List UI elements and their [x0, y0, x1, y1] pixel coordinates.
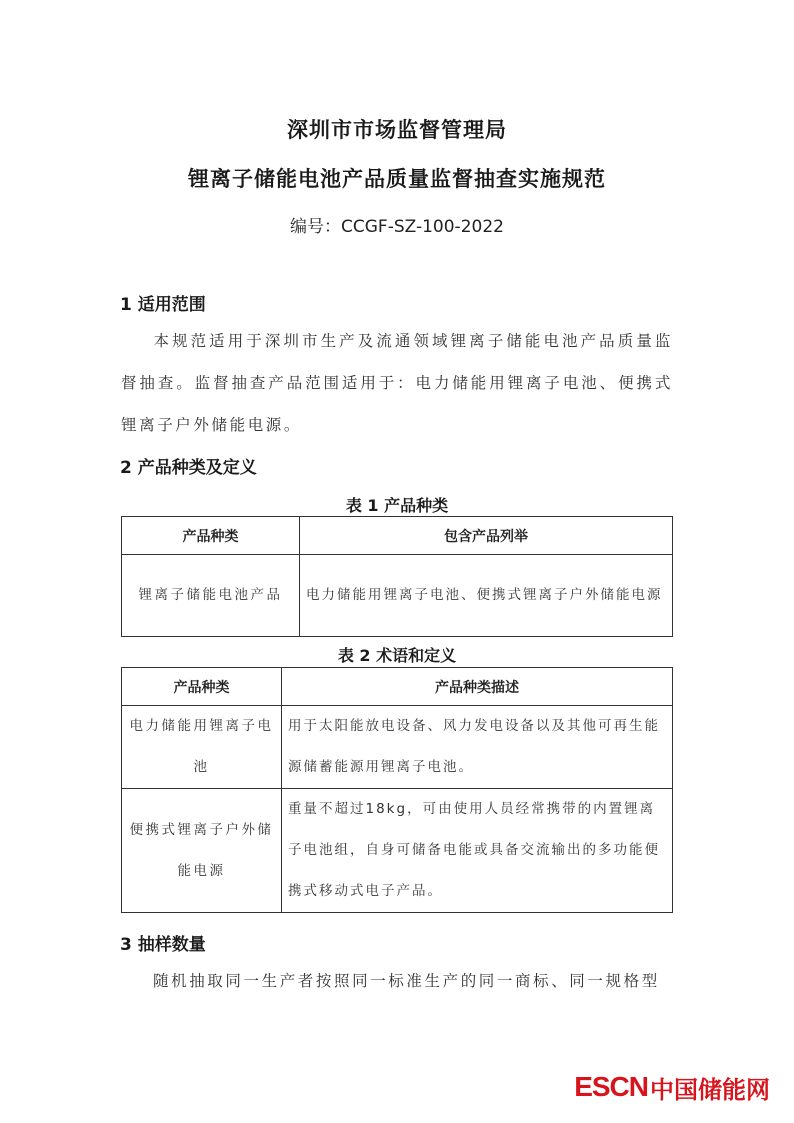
table-2-category-cell: 便携式锂离子户外储能电源 — [122, 789, 282, 913]
document-title: 锂离子储能电池产品质量监督抽查实施规范 — [188, 167, 606, 191]
document-number: 编号：CCGF-SZ-100-2022 — [290, 217, 504, 237]
table-1 — [121, 516, 673, 637]
table-1-items-cell: 电力储能用锂离子电池、便携式锂离子户外储能电源 — [300, 555, 673, 637]
table-2-category-cell: 电力储能用锂离子电池 — [122, 706, 282, 789]
table-row — [122, 706, 673, 789]
table-2 — [121, 667, 673, 913]
section-2-heading: 2 产品种类及定义 — [120, 458, 257, 478]
table-1-header-items: 包含产品列举 — [300, 517, 673, 555]
section-3-text: 随机抽取同一生产者按照同一标准生产的同一商标、同一规格型 — [153, 972, 660, 990]
escn-watermark-logo — [574, 1072, 770, 1102]
section-3-heading: 3 抽样数量 — [120, 935, 206, 955]
table-2-header-category: 产品种类 — [122, 668, 282, 706]
logo-chinese-text: 中国储能网 — [650, 1075, 770, 1104]
table-2-header-row — [122, 668, 673, 706]
logo-latin-text: ESCN — [574, 1071, 648, 1102]
table-1-header-category: 产品种类 — [122, 517, 300, 555]
table-1-header-row — [122, 517, 673, 555]
table-2-header-description: 产品种类描述 — [282, 668, 673, 706]
section-1-heading: 1 适用范围 — [120, 295, 206, 315]
section-1-body — [121, 320, 673, 446]
section-1-text: 本规范适用于深圳市生产及流通领域锂离子储能电池产品质量监督抽查。监督抽查产品范围适用于：电力储能用锂离子电池、便携式锂离子户外储能电源。 — [121, 332, 673, 434]
section-3-body — [121, 960, 673, 1002]
table-2-description-cell: 用于太阳能放电设备、风力发电设备以及其他可再生能源储蓄能源用锂离子电池。 — [282, 706, 673, 789]
table-1-category-cell: 锂离子储能电池产品 — [122, 555, 300, 637]
table-2-description-cell: 重量不超过18kg，可由使用人员经常携带的内置锂离子电池组，自身可储备电能或具备交流输出的多功能便携式移动式电子产品。 — [282, 789, 673, 913]
table-row — [122, 555, 673, 637]
table-row — [122, 789, 673, 913]
table-1-caption: 表 1 产品种类 — [345, 496, 449, 515]
table-2-caption: 表 2 术语和定义 — [337, 646, 457, 665]
agency-title: 深圳市市场监督管理局 — [287, 118, 507, 142]
